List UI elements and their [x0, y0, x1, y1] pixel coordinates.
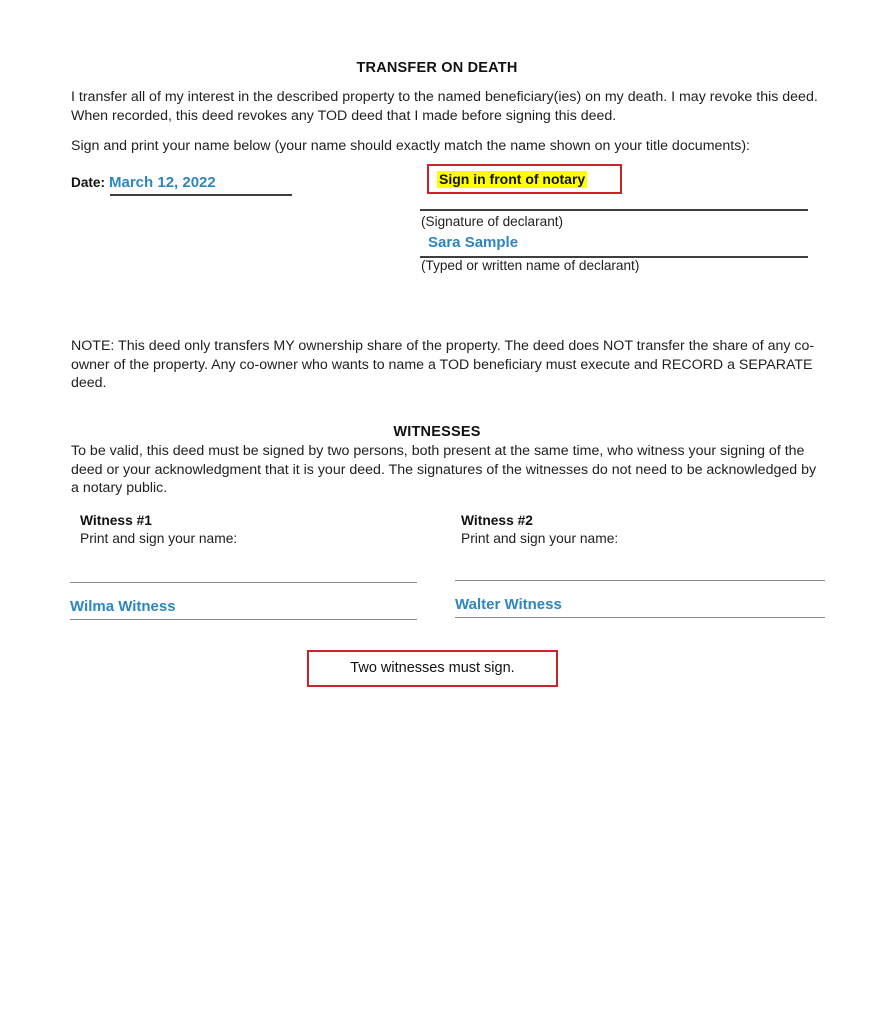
notary-callout-text: Sign in front of notary [439, 171, 586, 187]
bottom-callout-box [307, 650, 558, 687]
witness-2-header [461, 512, 618, 548]
date-underline [110, 194, 292, 196]
witnesses-paragraph: To be valid, this deed must be signed by two persons, both present at the same time, who witness your signing of the deed or your acknowledgment that it is your deed. The signatures of the witnesses do not need to be acknowledged by a notary public. [71, 443, 817, 497]
witness-2-signature-value[interactable]: Walter Witness [455, 596, 562, 613]
witness-1-signature-line[interactable] [70, 582, 417, 583]
witness-1-header [80, 512, 237, 548]
sign-instruction-paragraph: Sign and print your name below (your name should exactly match the name shown on your title documents): [71, 138, 750, 154]
witness-1-label: Witness #1 [80, 513, 152, 528]
witness-1-prompt: Print and sign your name: [80, 531, 238, 546]
witness-2-print-line[interactable] [455, 617, 825, 618]
declarant-name-value[interactable]: Sara Sample [428, 234, 519, 251]
witnesses-heading: WITNESSES [393, 424, 481, 440]
bottom-callout-text: Two witnesses must sign. [350, 660, 515, 676]
declarant-signature-line[interactable] [420, 209, 808, 211]
notary-callout-box [427, 164, 622, 194]
witness-1-signature-value[interactable]: Wilma Witness [70, 598, 176, 615]
date-label: Date: [71, 175, 105, 190]
intro-paragraph: I transfer all of my interest in the described property to the named beneficiary(ies) on my death. I may revoke this deed. When recorded, this deed revokes any TOD deed that I made before signing this deed. [71, 89, 818, 124]
witness-2-label: Witness #2 [461, 513, 533, 528]
witness-2-prompt: Print and sign your name: [461, 531, 619, 546]
date-value[interactable]: March 12, 2022 [109, 174, 216, 191]
date-field[interactable] [71, 174, 216, 191]
witness-2-signature-line[interactable] [455, 580, 825, 581]
note-paragraph: NOTE: This deed only transfers MY ownership share of the property. The deed does NOT transfer the share of any co-owner of the property. Any co-owner who wants to name a TOD beneficiary must execute and RECORD a SEPARATE deed. [71, 338, 815, 392]
declarant-signature-caption: (Signature of declarant) [421, 214, 564, 229]
witness-1-print-line[interactable] [70, 619, 417, 620]
page-title: TRANSFER ON DEATH [356, 60, 518, 76]
declarant-name-caption: (Typed or written name of declarant) [421, 258, 640, 273]
